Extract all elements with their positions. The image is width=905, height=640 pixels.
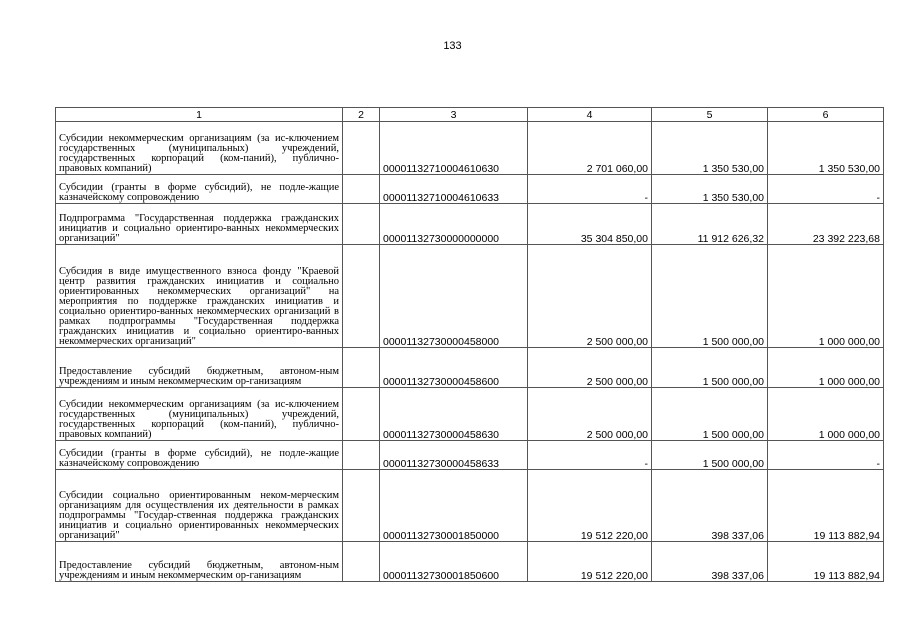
row-value-6: - xyxy=(768,175,884,204)
header-row xyxy=(56,108,884,122)
row-value-5: 1 500 000,00 xyxy=(652,388,768,441)
header-col-6: 6 xyxy=(768,108,884,122)
row-value-6: 1 000 000,00 xyxy=(768,388,884,441)
row-value-6: 23 392 223,68 xyxy=(768,204,884,245)
row-code: 00001132710004610633 xyxy=(380,175,528,204)
row-code: 00001132730000458630 xyxy=(380,388,528,441)
row-code: 00001132710004610630 xyxy=(380,122,528,175)
row-code: 00001132730000458600 xyxy=(380,348,528,388)
row-name: Субсидии (гранты в форме субсидий), не подле-жащие казначейскому сопровождению xyxy=(56,175,343,204)
row-code: 00001132730000458000 xyxy=(380,245,528,348)
row-code: 00001132730000000000 xyxy=(380,204,528,245)
page-number: 133 xyxy=(443,40,462,52)
table-row xyxy=(56,542,884,582)
row-value-5: 1 350 530,00 xyxy=(652,175,768,204)
header-col-2: 2 xyxy=(343,108,380,122)
row-value-4: 2 500 000,00 xyxy=(528,348,652,388)
row-col2 xyxy=(343,441,380,470)
row-value-6: 19 113 882,94 xyxy=(768,470,884,542)
row-col2 xyxy=(343,245,380,348)
row-value-4: 2 701 060,00 xyxy=(528,122,652,175)
row-value-5: 1 500 000,00 xyxy=(652,348,768,388)
table-row xyxy=(56,348,884,388)
row-col2 xyxy=(343,470,380,542)
table-row xyxy=(56,245,884,348)
table-row xyxy=(56,388,884,441)
row-value-5: 398 337,06 xyxy=(652,542,768,582)
row-name: Субсидии социально ориентированным неком-мерческим организациям для осуществления их деятельности в рамках подпрограммы "Государ-ственная поддержка гражданских инициатив и социально ориентированных некоммерческих организаций" xyxy=(56,470,343,542)
row-col2 xyxy=(343,122,380,175)
row-col2 xyxy=(343,542,380,582)
header-col-3: 3 xyxy=(380,108,528,122)
row-name: Субсидии (гранты в форме субсидий), не подле-жащие казначейскому сопровождению xyxy=(56,441,343,470)
table-row xyxy=(56,470,884,542)
row-name: Субсидии некоммерческим организациям (за ис-ключением государственных (муниципальных) учреждений, государственных корпораций (ком-паний), публично-правовых компаний) xyxy=(56,122,343,175)
header-col-5: 5 xyxy=(652,108,768,122)
row-value-6: 1 000 000,00 xyxy=(768,348,884,388)
row-value-6: 1 350 530,00 xyxy=(768,122,884,175)
table-row xyxy=(56,175,884,204)
row-code: 00001132730000458633 xyxy=(380,441,528,470)
row-value-5: 1 500 000,00 xyxy=(652,245,768,348)
row-value-4: - xyxy=(528,175,652,204)
row-value-6: 19 113 882,94 xyxy=(768,542,884,582)
row-col2 xyxy=(343,175,380,204)
row-value-6: - xyxy=(768,441,884,470)
row-col2 xyxy=(343,388,380,441)
row-name: Предоставление субсидий бюджетным, автоном-ным учреждениям и иным некоммерческим ор-ганизациям xyxy=(56,542,343,582)
table-row xyxy=(56,204,884,245)
row-value-4: 2 500 000,00 xyxy=(528,388,652,441)
row-code: 00001132730001850600 xyxy=(380,542,528,582)
header-col-4: 4 xyxy=(528,108,652,122)
row-value-4: 35 304 850,00 xyxy=(528,204,652,245)
row-value-4: 19 512 220,00 xyxy=(528,542,652,582)
row-code: 00001132730001850000 xyxy=(380,470,528,542)
row-value-5: 1 500 000,00 xyxy=(652,441,768,470)
row-value-5: 11 912 626,32 xyxy=(652,204,768,245)
row-col2 xyxy=(343,204,380,245)
budget-table xyxy=(55,107,884,582)
row-name: Подпрограмма "Государственная поддержка гражданских инициатив и социально ориентиро-ванных некоммерческих организаций" xyxy=(56,204,343,245)
row-name: Предоставление субсидий бюджетным, автоном-ным учреждениям и иным некоммерческим ор-ганизациям xyxy=(56,348,343,388)
header-col-1: 1 xyxy=(56,108,343,122)
row-col2 xyxy=(343,348,380,388)
row-value-6: 1 000 000,00 xyxy=(768,245,884,348)
table-row xyxy=(56,441,884,470)
row-value-4: 19 512 220,00 xyxy=(528,470,652,542)
row-value-5: 398 337,06 xyxy=(652,470,768,542)
table-row xyxy=(56,122,884,175)
row-name: Субсидии некоммерческим организациям (за ис-ключением государственных (муниципальных) учреждений, государственных корпораций (ком-паний), публично-правовых компаний) xyxy=(56,388,343,441)
row-name: Субсидия в виде имущественного взноса фонду "Краевой центр развития гражданских инициатив и социально ориентированных некоммерческих организаций" на мероприятия по поддержке гражданских инициатив и социально ориентиро-ванных некоммерческих организаций в рамках подпрограммы "Государственная поддержка гражданских инициатив и социально ориентиро-ванных некоммерческих организаций" xyxy=(56,245,343,348)
row-value-4: 2 500 000,00 xyxy=(528,245,652,348)
row-value-4: - xyxy=(528,441,652,470)
row-value-5: 1 350 530,00 xyxy=(652,122,768,175)
